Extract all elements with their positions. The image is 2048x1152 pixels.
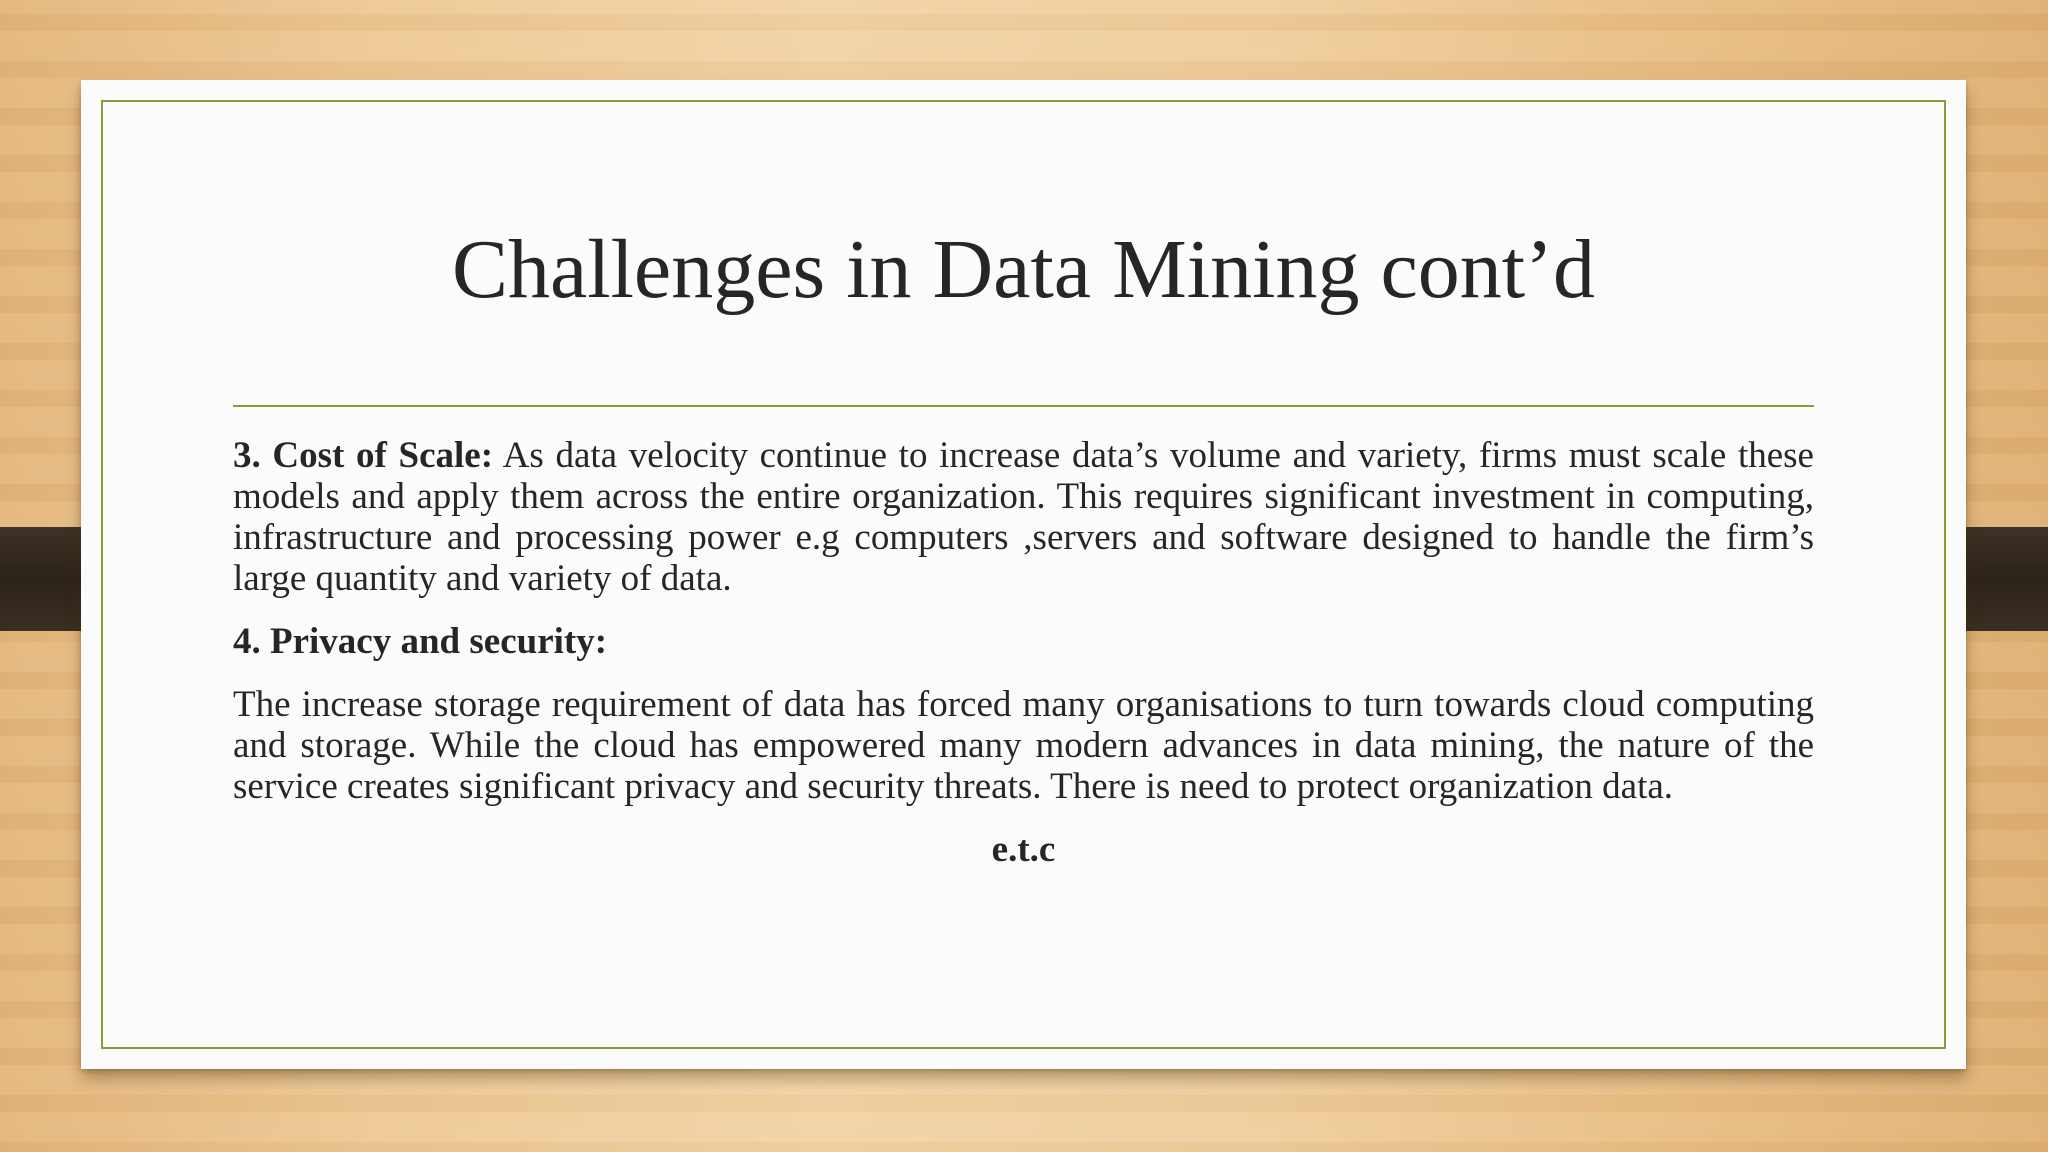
point-cost-of-scale (233, 435, 1814, 599)
point-cost-of-scale-heading: 3. Cost of Scale: (233, 435, 494, 476)
title-divider (233, 405, 1814, 407)
point-privacy-heading: 4. Privacy and security: (233, 621, 608, 662)
etc-footer: e.t.c (991, 829, 1056, 870)
slide (81, 80, 1966, 1069)
point-privacy-text: The increase storage requirement of data has forced many organisations to turn towards cloud computing and storage. While the cloud has empowered many modern advances in data mining, the nature of the service creates significant privacy and security threats. There is need to protect organization data. (233, 684, 1814, 807)
slide-body (233, 435, 1814, 870)
point-cost-of-scale-text: As data velocity continue to increase data’s volume and variety, firms must scale these models and apply them across the entire organization. This requires significant investment in computing, infrastructure and processing power e.g computers ,servers and software designed to handle the firm’s large quantity and variety of data. (233, 435, 1814, 599)
slide-title: Challenges in Data Mining cont’d (451, 223, 1596, 316)
